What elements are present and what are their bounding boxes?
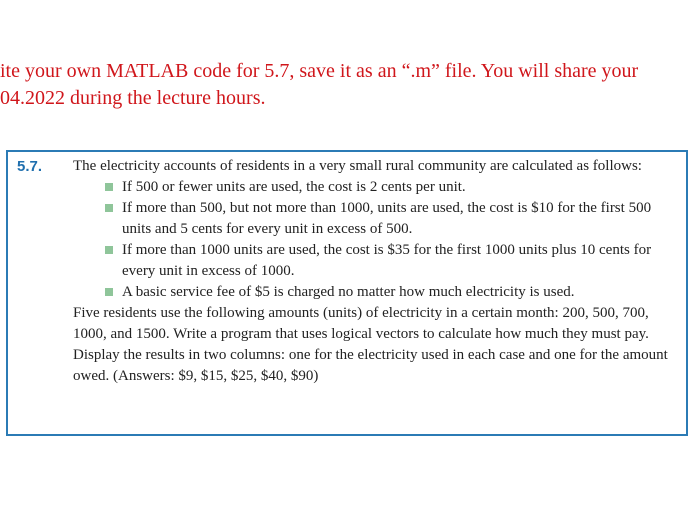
- list-item: [105, 240, 683, 282]
- problem-box: [6, 150, 688, 436]
- instruction-line-1: ite your own MATLAB code for 5.7, save it as an “.m” file. You will share your: [0, 60, 639, 82]
- rate-rules-list: [73, 177, 683, 303]
- square-bullet-icon: [105, 288, 113, 296]
- rule-text: If more than 1000 units are used, the cost is $35 for the first 1000 units plus 10 cents for every unit in excess of 1000.: [122, 242, 652, 279]
- rule-text: If 500 or fewer units are used, the cost is 2 cents per unit.: [122, 179, 466, 195]
- square-bullet-icon: [105, 204, 113, 212]
- list-item: [105, 198, 683, 240]
- list-item: [105, 282, 683, 303]
- square-bullet-icon: [105, 246, 113, 254]
- problem-body: [73, 156, 683, 387]
- problem-number: 5.7.: [17, 158, 43, 175]
- problem-task: Five residents use the following amounts (units) of electricity in a certain month: 200, 500, 700, 1000, and 1500. Write a program that uses logical vectors to calculate how much they must pay. Display the results in two columns: one for the electricity used in each case and one for the amount owed. (Answers: $9, $15, $25, $40, $90): [73, 305, 668, 384]
- rule-text: A basic service fee of $5 is charged no matter how much electricity is used.: [122, 284, 575, 300]
- list-item: [105, 177, 683, 198]
- square-bullet-icon: [105, 183, 113, 191]
- rule-text: If more than 500, but not more than 1000, units are used, the cost is $10 for the first 500 units and 5 cents for every unit in excess of 500.: [122, 200, 652, 237]
- instruction-line-2: 04.2022 during the lecture hours.: [0, 87, 266, 109]
- problem-intro: The electricity accounts of residents in a very small rural community are calculated as follows:: [73, 158, 642, 174]
- assignment-instruction: [0, 58, 700, 112]
